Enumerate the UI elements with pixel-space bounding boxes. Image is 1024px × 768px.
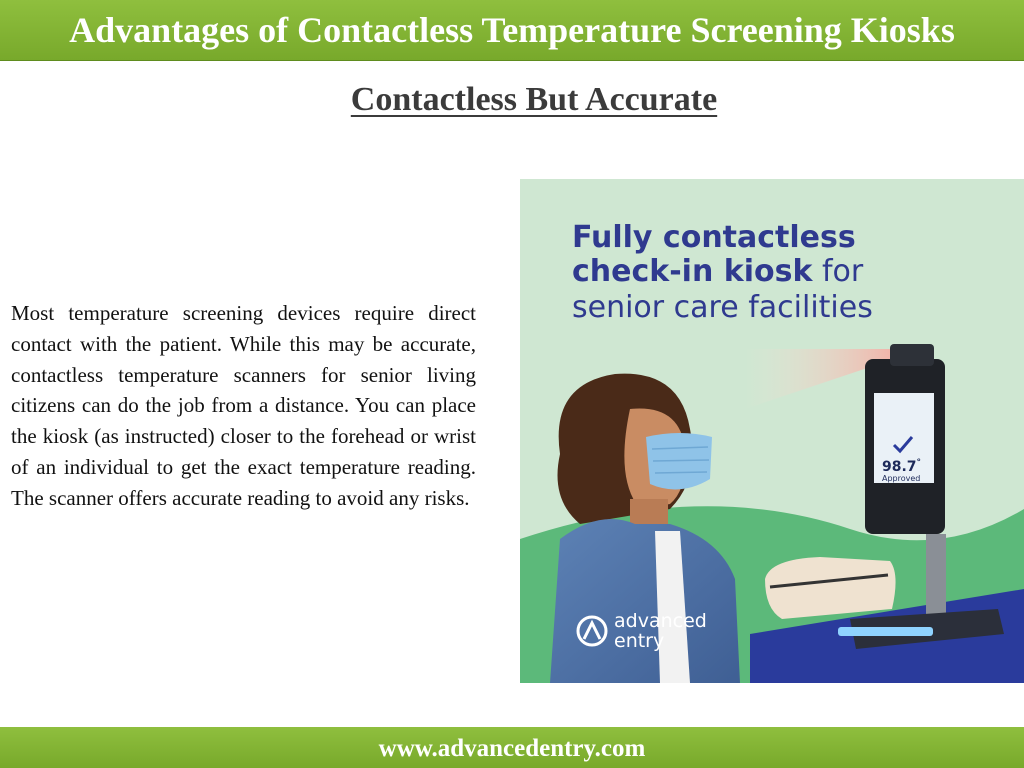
headline-line-3: senior care facilities	[572, 290, 873, 325]
kiosk-sensor	[890, 344, 934, 366]
screen-reading	[882, 458, 921, 475]
base-light	[838, 627, 933, 636]
screen-reading-unit: °	[916, 458, 922, 468]
headline-line-2-bold: check-in kiosk	[572, 254, 813, 289]
headline-line-2	[572, 254, 864, 289]
page-title: Advantages of Contactless Temperature Screening Kiosks	[69, 10, 955, 50]
kiosk-promo-image	[520, 179, 1024, 683]
brand-line-2: entry	[614, 630, 665, 652]
headline-line-1: Fully contactless	[572, 220, 856, 255]
body-paragraph: Most temperature screening devices require direct contact with the patient. While this may be accurate, contactless temperature scanners for senior living citizens can do the job from a distance. You can place the kiosk (as instructed) closer to the forehead or wrist of an individual to get the exact temperature reading. The scanner offers accurate reading to avoid any risks.	[11, 301, 476, 510]
footer-url[interactable]: www.advancedentry.com	[378, 735, 646, 762]
screen-status: Approved	[882, 474, 921, 483]
brand-line-1: advanced	[614, 610, 707, 632]
footer-bar	[0, 727, 1024, 768]
label-printer	[765, 557, 896, 619]
screen-reading-value: 98.7	[882, 459, 917, 475]
section-subtitle: Contactless But Accurate	[350, 81, 718, 118]
header-bar	[0, 0, 1024, 61]
headline-line-2-regular: for	[812, 254, 864, 289]
